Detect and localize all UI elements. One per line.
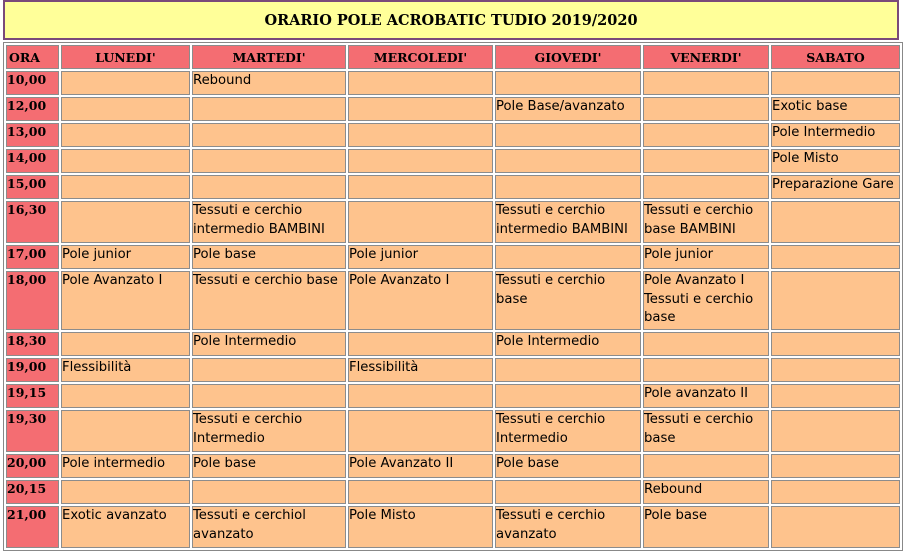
cell-giovedi: Tessuti e cerchio Intermedio [495, 410, 641, 452]
cell-lunedi [61, 71, 190, 95]
cell-lunedi: Exotic avanzato [61, 506, 190, 548]
header-giovedi: GIOVEDI' [495, 45, 641, 69]
cell-martedi [192, 97, 346, 121]
table-row [6, 410, 900, 452]
cell-giovedi [495, 358, 641, 382]
cell-mercoledi [348, 201, 493, 243]
cell-giovedi [495, 480, 641, 504]
table-row [6, 97, 900, 121]
time-cell: 19,30 [6, 410, 59, 452]
cell-venerdi [643, 358, 769, 382]
cell-venerdi [643, 149, 769, 173]
cell-giovedi [495, 71, 641, 95]
cell-sabato: Pole Misto [771, 149, 900, 173]
cell-giovedi [495, 175, 641, 199]
cell-lunedi [61, 384, 190, 408]
cell-martedi [192, 358, 346, 382]
time-cell: 12,00 [6, 97, 59, 121]
cell-lunedi: Flessibilità [61, 358, 190, 382]
schedule-table [3, 42, 903, 551]
cell-sabato [771, 201, 900, 243]
cell-venerdi: Pole junior [643, 245, 769, 269]
schedule-body [6, 71, 900, 548]
cell-mercoledi [348, 149, 493, 173]
time-cell: 14,00 [6, 149, 59, 173]
cell-mercoledi: Pole junior [348, 245, 493, 269]
table-row [6, 358, 900, 382]
cell-venerdi [643, 454, 769, 478]
cell-sabato [771, 332, 900, 356]
time-cell: 21,00 [6, 506, 59, 548]
cell-martedi [192, 123, 346, 147]
cell-giovedi: Pole base [495, 454, 641, 478]
time-cell: 18,00 [6, 271, 59, 330]
cell-giovedi: Tessuti e cerchio avanzato [495, 506, 641, 548]
header-martedi: MARTEDI' [192, 45, 346, 69]
cell-mercoledi [348, 97, 493, 121]
schedule-title: ORARIO POLE ACROBATIC TUDIO 2019/2020 [3, 0, 899, 40]
cell-martedi: Tessuti e cerchiol avanzato [192, 506, 346, 548]
table-row [6, 245, 900, 269]
time-cell: 19,00 [6, 358, 59, 382]
table-row [6, 71, 900, 95]
cell-sabato [771, 454, 900, 478]
cell-martedi [192, 480, 346, 504]
table-row [6, 201, 900, 243]
cell-sabato [771, 271, 900, 330]
cell-mercoledi [348, 410, 493, 452]
header-sabato: SABATO [771, 45, 900, 69]
cell-giovedi [495, 123, 641, 147]
cell-lunedi [61, 480, 190, 504]
cell-mercoledi [348, 384, 493, 408]
cell-martedi: Pole Intermedio [192, 332, 346, 356]
cell-giovedi [495, 149, 641, 173]
cell-venerdi [643, 332, 769, 356]
cell-martedi: Tessuti e cerchio base [192, 271, 346, 330]
cell-mercoledi: Pole Avanzato II [348, 454, 493, 478]
cell-martedi [192, 149, 346, 173]
cell-sabato [771, 358, 900, 382]
cell-lunedi: Pole intermedio [61, 454, 190, 478]
cell-venerdi: Pole base [643, 506, 769, 548]
cell-giovedi [495, 245, 641, 269]
cell-lunedi: Pole junior [61, 245, 190, 269]
cell-lunedi [61, 97, 190, 121]
table-row [6, 149, 900, 173]
cell-lunedi [61, 332, 190, 356]
header-venerdi: VENERDI' [643, 45, 769, 69]
cell-venerdi: Tessuti e cerchio base [643, 410, 769, 452]
cell-venerdi: Rebound [643, 480, 769, 504]
table-row [6, 123, 900, 147]
cell-martedi: Pole base [192, 245, 346, 269]
table-row [6, 506, 900, 548]
cell-martedi [192, 384, 346, 408]
time-cell: 16,30 [6, 201, 59, 243]
time-cell: 10,00 [6, 71, 59, 95]
cell-sabato [771, 384, 900, 408]
cell-mercoledi [348, 332, 493, 356]
cell-martedi: Rebound [192, 71, 346, 95]
cell-venerdi: Pole avanzato II [643, 384, 769, 408]
header-ora: ORA [6, 45, 59, 69]
cell-sabato [771, 245, 900, 269]
header-lunedi: LUNEDI' [61, 45, 190, 69]
cell-lunedi [61, 123, 190, 147]
cell-venerdi: Tessuti e cerchio base BAMBINI [643, 201, 769, 243]
cell-sabato: Pole Intermedio [771, 123, 900, 147]
cell-venerdi [643, 71, 769, 95]
cell-sabato [771, 506, 900, 548]
cell-mercoledi [348, 71, 493, 95]
header-mercoledi: MERCOLEDI' [348, 45, 493, 69]
cell-martedi: Tessuti e cerchio Intermedio [192, 410, 346, 452]
cell-mercoledi: Flessibilità [348, 358, 493, 382]
table-row [6, 271, 900, 330]
table-row [6, 480, 900, 504]
cell-venerdi [643, 175, 769, 199]
table-row [6, 175, 900, 199]
cell-giovedi: Pole Base/avanzato [495, 97, 641, 121]
cell-mercoledi [348, 175, 493, 199]
cell-martedi [192, 175, 346, 199]
table-row [6, 384, 900, 408]
time-cell: 20,00 [6, 454, 59, 478]
header-row [6, 45, 900, 69]
time-cell: 17,00 [6, 245, 59, 269]
time-cell: 19,15 [6, 384, 59, 408]
table-row [6, 332, 900, 356]
cell-sabato: Preparazione Gare [771, 175, 900, 199]
cell-mercoledi [348, 480, 493, 504]
cell-venerdi: Pole Avanzato I Tessuti e cerchio base [643, 271, 769, 330]
cell-lunedi [61, 149, 190, 173]
cell-venerdi [643, 97, 769, 121]
cell-sabato [771, 410, 900, 452]
cell-martedi: Tessuti e cerchio intermedio BAMBINI [192, 201, 346, 243]
cell-giovedi: Tessuti e cerchio base [495, 271, 641, 330]
cell-venerdi [643, 123, 769, 147]
cell-sabato [771, 480, 900, 504]
cell-sabato: Exotic base [771, 97, 900, 121]
cell-martedi: Pole base [192, 454, 346, 478]
cell-mercoledi: Pole Misto [348, 506, 493, 548]
cell-giovedi: Pole Intermedio [495, 332, 641, 356]
cell-giovedi: Tessuti e cerchio intermedio BAMBINI [495, 201, 641, 243]
cell-mercoledi: Pole Avanzato I [348, 271, 493, 330]
cell-lunedi [61, 201, 190, 243]
cell-lunedi [61, 410, 190, 452]
cell-lunedi [61, 175, 190, 199]
cell-giovedi [495, 384, 641, 408]
cell-sabato [771, 71, 900, 95]
table-row [6, 454, 900, 478]
cell-mercoledi [348, 123, 493, 147]
time-cell: 15,00 [6, 175, 59, 199]
time-cell: 18,30 [6, 332, 59, 356]
time-cell: 20,15 [6, 480, 59, 504]
cell-lunedi: Pole Avanzato I [61, 271, 190, 330]
time-cell: 13,00 [6, 123, 59, 147]
